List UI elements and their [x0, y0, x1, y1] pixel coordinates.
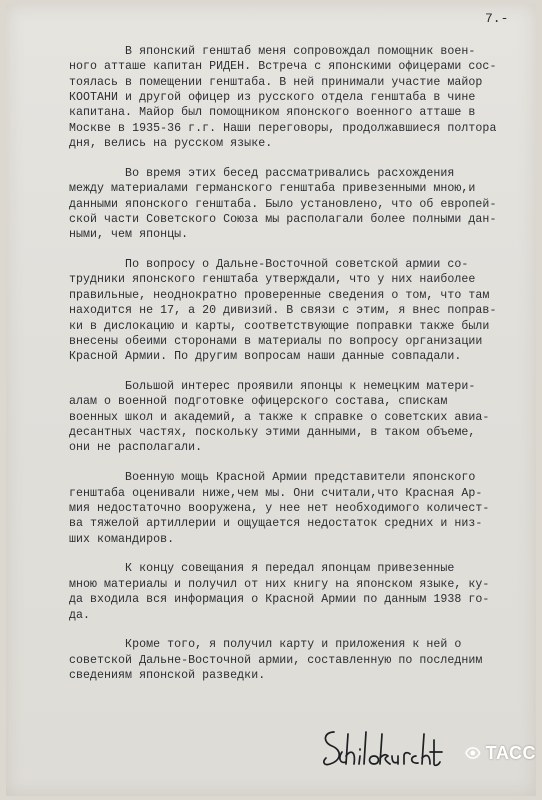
line: ного атташе капитан РИДЕН. Встреча с японскими офицерами сос- — [69, 60, 497, 74]
document-page — [6, 4, 536, 796]
paragraph-6 — [69, 561, 535, 622]
line: тоялась в помещении генштаба. В ней принимали участие майор — [69, 75, 483, 89]
line: ки в дислокацию и карты, соответствующие поправки также были — [69, 319, 490, 333]
tass-wordmark: ТАСС — [485, 742, 536, 763]
line: По вопросу о Дальне-Восточной советской армии со- — [69, 258, 469, 272]
line: правильные, неоднократно проверенные сведения о том, что там — [69, 288, 490, 302]
line: находится не 17, а 20 дивизий. В связи с этим, я внес поправ- — [69, 304, 497, 318]
line: десантных частях, поскольку этими данными, в таком объеме, — [69, 426, 476, 440]
line: Военную мощь Красной Армии представители японского — [69, 471, 476, 485]
line: Кроме того, я получил карту и приложения к ней о — [69, 638, 462, 652]
paragraph-4 — [69, 379, 535, 456]
line: советской Дальне-Восточной армии, составленную по последним — [69, 653, 483, 667]
line: они не располагали. — [69, 441, 203, 455]
line: ными, чем японцы. — [69, 228, 189, 242]
line: военных школ и академий, а также к справке о советских авиа- — [69, 410, 490, 424]
line: мия недостаточно вооружена, у нее нет необходимого количест- — [69, 501, 490, 515]
line: дня, велись на русском языке. — [69, 137, 273, 151]
line: капитана. Майор был помощником японского военного атташе в — [69, 106, 476, 120]
line: ших командиров. — [69, 532, 175, 546]
line: да. — [69, 608, 91, 622]
line: данными японского генштаба. Было установлено, что об европей- — [69, 197, 497, 211]
handwritten-signature — [320, 722, 470, 772]
line: В японский генштаб меня сопровождал помощник воен- — [69, 45, 476, 58]
line: да входила вся информация о Красной Армии по данным 1938 го- — [69, 593, 490, 607]
line: ва тяжелой артиллерии и ощущается недостаток средних и низ- — [69, 517, 483, 531]
tass-watermark — [464, 738, 536, 768]
line: трудники японского генштаба утверждали, что у них наиболее — [69, 273, 476, 287]
paragraph-2 — [69, 166, 535, 243]
paragraph-5 — [69, 470, 535, 547]
line: К концу совещания я передал японцам привезенные — [69, 562, 455, 576]
line: Большой интерес проявили японцы к немецким матери- — [69, 380, 476, 394]
line: КООТАНИ и другой офицер из русского отдела генштаба в чине — [69, 91, 476, 105]
line: Красной Армии. По другим вопросам наши данные совпадали. — [69, 350, 462, 364]
line: Во время этих бесед рассматривались расхождения — [69, 166, 455, 180]
tass-emblem-icon — [464, 744, 482, 762]
line: внесены обеими сторонами в материалы по вопросу организации — [69, 334, 483, 348]
line: генштаба оценивали ниже,чем мы. Они считали,что Красная Ар- — [69, 486, 483, 500]
line: Москве в 1935-36 г.г. Наши переговоры, продолжавшиеся полтора — [69, 121, 497, 135]
paragraph-3 — [69, 257, 535, 364]
line: между материалами германского генштаба привезенными мною,и — [69, 182, 476, 196]
line: алам о военной подготовке офицерского состава, спискам — [69, 395, 448, 409]
line: мною материалы и получил от них книгу на японском языке, ку- — [69, 577, 490, 591]
page-number: 7.- — [485, 11, 509, 26]
paragraph-7 — [69, 637, 535, 683]
line: сведениям японской разведки. — [69, 669, 266, 683]
document-body — [69, 44, 535, 698]
paragraph-1 — [69, 44, 535, 151]
line: ской части Советского Союза мы располагали более полными дан- — [69, 212, 497, 226]
